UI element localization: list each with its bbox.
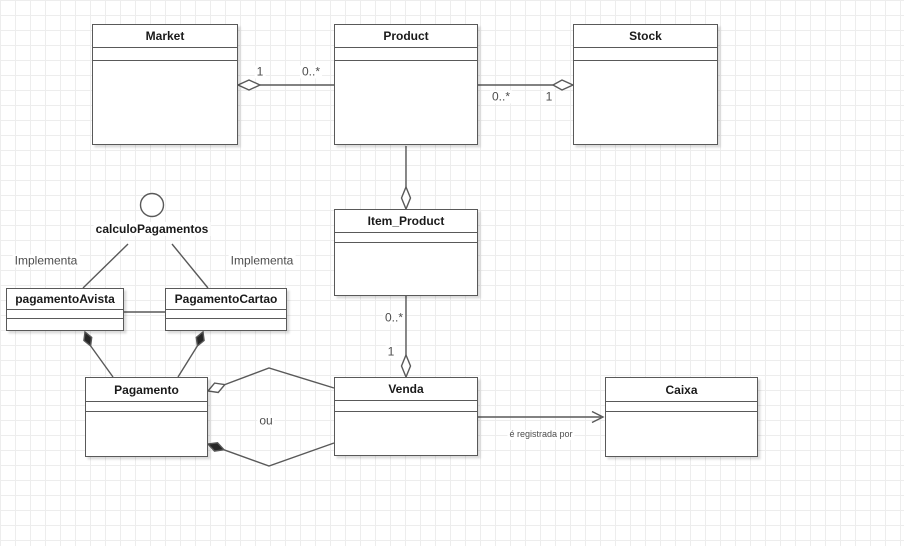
multiplicity-itemproduct-0n: 0..*	[384, 310, 404, 325]
edge-product-itemproduct[interactable]	[402, 146, 411, 209]
class-product[interactable]	[334, 24, 478, 145]
class-stock-title: Stock	[574, 25, 717, 48]
ou-label: ou	[259, 413, 273, 428]
class-market[interactable]	[92, 24, 238, 145]
edge-line[interactable]	[224, 443, 334, 466]
method-compartment	[606, 412, 757, 456]
multiplicity-product-0n: 0..*	[301, 64, 321, 79]
class-market-title: Market	[93, 25, 237, 48]
aggregation-diamond-market[interactable]	[238, 80, 260, 90]
edge-venda-caixa[interactable]	[478, 412, 603, 423]
attribute-compartment	[335, 233, 477, 243]
class-item-product[interactable]	[334, 209, 478, 296]
edge-pagamento-venda-lower[interactable]	[208, 443, 334, 466]
edge-pagamento-cartao[interactable]	[178, 332, 204, 377]
attribute-compartment	[166, 310, 286, 319]
attribute-compartment	[7, 310, 123, 319]
edge-market-product[interactable]	[238, 80, 334, 90]
implements-label-left: Implementa	[14, 253, 78, 268]
attribute-compartment	[606, 402, 757, 412]
aggregation-diamond-venda[interactable]	[402, 355, 411, 377]
method-compartment	[93, 61, 237, 144]
method-compartment	[335, 61, 477, 144]
edge-implements-cartao[interactable]	[172, 244, 208, 288]
method-compartment	[335, 412, 477, 455]
class-caixa-title: Caixa	[606, 378, 757, 402]
aggregation-diamond-pagamento[interactable]	[208, 383, 225, 392]
attribute-compartment	[574, 48, 717, 61]
edge-line[interactable]	[178, 346, 197, 377]
method-compartment	[166, 319, 286, 330]
implements-label-right: Implementa	[230, 253, 294, 268]
method-compartment	[86, 412, 207, 456]
method-compartment	[335, 243, 477, 295]
class-pagamento-title: Pagamento	[86, 378, 207, 402]
method-compartment	[7, 319, 123, 330]
edge-line[interactable]	[172, 244, 208, 288]
edge-pagamento-venda-upper[interactable]	[208, 368, 334, 393]
edge-line[interactable]	[91, 346, 113, 377]
attribute-compartment	[335, 48, 477, 61]
edge-implements-avista[interactable]	[83, 244, 128, 288]
attribute-compartment	[335, 401, 477, 412]
edge-line[interactable]	[225, 368, 334, 388]
class-stock[interactable]	[573, 24, 718, 145]
class-pagamento[interactable]	[85, 377, 208, 457]
multiplicity-market-1: 1	[256, 64, 264, 79]
multiplicity-product-stock-0n: 0..*	[491, 89, 511, 104]
method-compartment	[574, 61, 717, 144]
class-pagamento-cartao-title: PagamentoCartao	[166, 289, 286, 310]
composition-diamond-pagamento[interactable]	[208, 443, 224, 451]
edge-itemproduct-venda[interactable]	[402, 296, 411, 377]
multiplicity-venda-1: 1	[387, 344, 395, 359]
venda-caixa-label: é registrada por	[509, 429, 573, 440]
class-pagamento-avista[interactable]	[6, 288, 124, 331]
class-pagamento-avista-title: pagamentoAvista	[7, 289, 123, 310]
class-pagamento-cartao[interactable]	[165, 288, 287, 331]
interface-name-label: calculoPagamentos	[95, 222, 209, 236]
composition-diamond-cartao[interactable]	[196, 332, 204, 346]
attribute-compartment	[93, 48, 237, 61]
interface-circle[interactable]	[141, 194, 164, 217]
aggregation-diamond-stock[interactable]	[553, 80, 573, 90]
class-venda-title: Venda	[335, 378, 477, 401]
aggregation-diamond-itemproduct[interactable]	[402, 187, 411, 209]
class-venda[interactable]	[334, 377, 478, 456]
class-product-title: Product	[335, 25, 477, 48]
class-caixa[interactable]	[605, 377, 758, 457]
multiplicity-stock-1: 1	[545, 89, 553, 104]
class-item-product-title: Item_Product	[335, 210, 477, 233]
attribute-compartment	[86, 402, 207, 412]
edge-line[interactable]	[83, 244, 128, 288]
edge-pagamento-avista[interactable]	[84, 332, 113, 377]
composition-diamond-avista[interactable]	[84, 332, 92, 346]
